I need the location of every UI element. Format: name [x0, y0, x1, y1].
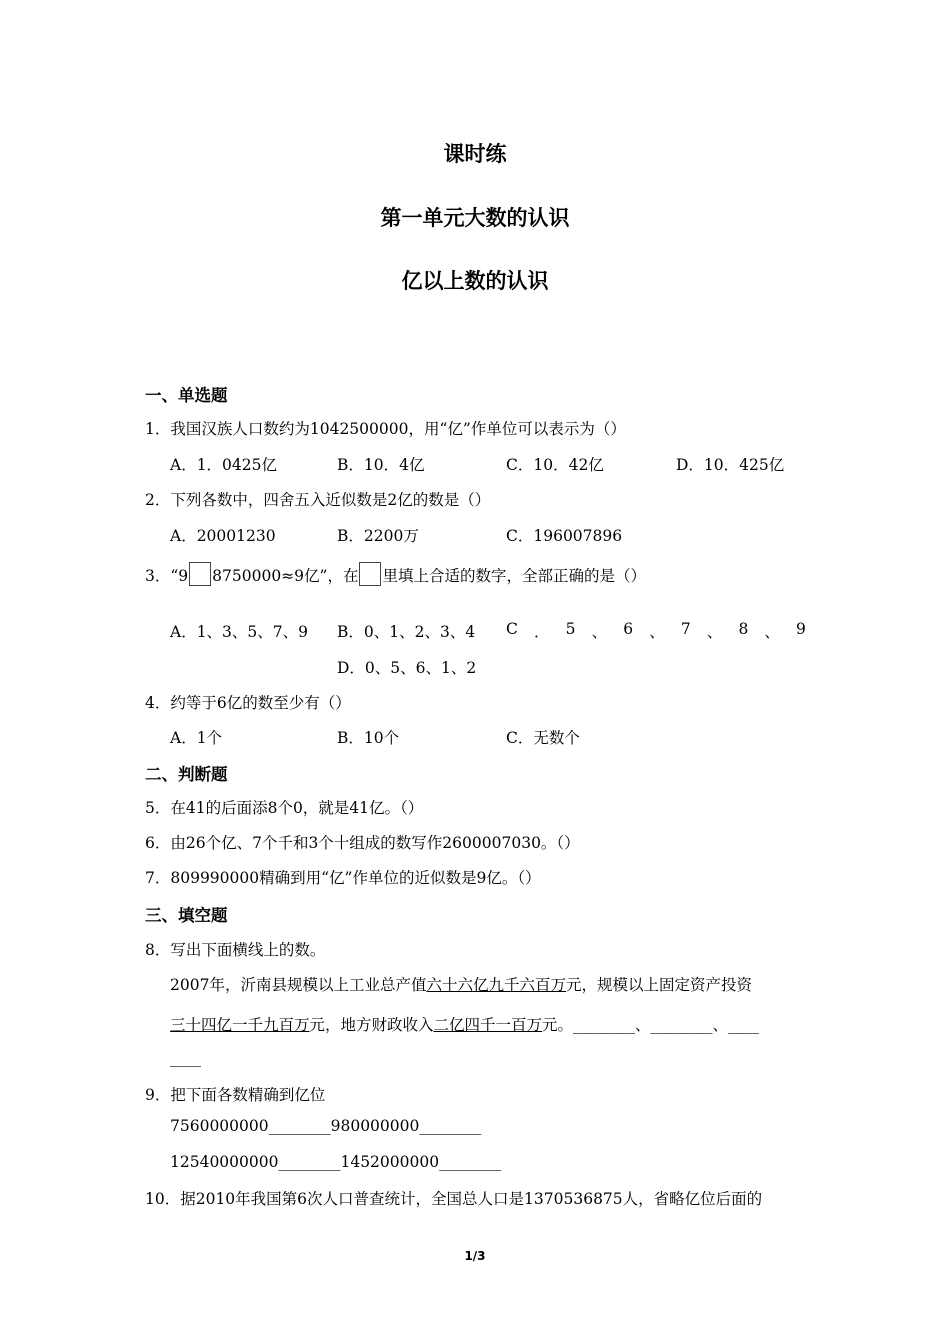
section-fill-in: 三、填空题	[145, 906, 228, 925]
q2-option-b: B．2200万	[337, 527, 419, 545]
q8-paragraph-line2: 三十四亿一千九百万元，地方财政收入二亿四千一百万元。________、________、____	[170, 1016, 760, 1034]
question-3	[145, 562, 646, 586]
section-true-false: 二、判断题	[145, 765, 228, 784]
q3-option-d: D．0、5、6、1、2	[337, 659, 477, 677]
q1-option-d: D．10．425亿	[676, 456, 785, 474]
q4-option-b: B．10个	[337, 729, 400, 747]
q1-option-b: B．10．4亿	[337, 456, 425, 474]
q3-text-part3: 里填上合适的数字，全部正确的是（）	[382, 567, 646, 585]
question-9: 9．把下面各数精确到亿位	[145, 1086, 326, 1104]
q1-option-a: A．1．0425亿	[170, 456, 278, 474]
question-1: 1．我国汉族人口数约为1042500000，用“亿”作单位可以表示为（）	[145, 420, 626, 438]
blank-box	[189, 562, 211, 586]
q2-option-a: A．20001230	[170, 527, 276, 545]
q3-option-a: A．1、3、5、7、9	[170, 623, 309, 641]
doc-title: 课时练	[443, 142, 507, 166]
blank-box	[359, 562, 381, 586]
question-5: 5．在41的后面添8个0，就是41亿。（）	[145, 799, 424, 817]
q9-row2: 12540000000________1452000000________	[170, 1153, 502, 1171]
question-8: 8．写出下面横线上的数。	[145, 941, 326, 959]
q9-row1: 7560000000________980000000________	[170, 1117, 482, 1135]
answer-blanks: 元。________、________、____	[542, 1016, 760, 1034]
question-4: 4．约等于6亿的数至少有（）	[145, 694, 351, 712]
q3-option-b: B．0、1、2、3、4	[337, 623, 476, 641]
q4-option-c: C．无数个	[506, 729, 580, 747]
q2-option-c: C．196007896	[506, 527, 623, 545]
section-single-choice: 一、单选题	[145, 386, 228, 405]
question-10: 10．据2010年我国第6次人口普查统计，全国总人口是1370536875人，省略亿位后面的	[145, 1190, 763, 1208]
question-6: 6．由26个亿、7个千和3个十组成的数写作2600007030。（）	[145, 834, 580, 852]
q3-text-part2: 8750000≈9亿”，在	[212, 567, 359, 585]
question-2: 2．下列各数中，四舍五入近似数是2亿的数是（）	[145, 491, 491, 509]
underlined-number: 二亿四千一百万	[433, 1016, 543, 1034]
question-7: 7．809990000精确到用“亿”作单位的近似数是9亿。（）	[145, 869, 541, 887]
q8-paragraph-line3: ____	[170, 1049, 201, 1067]
underlined-number: 六十六亿九千六百万	[426, 976, 566, 994]
underlined-number: 三十四亿一千九百万	[170, 1016, 310, 1034]
q8-paragraph-line1: 2007年，沂南县规模以上工业总产值六十六亿九千六百万元，规模以上固定资产投资	[170, 976, 752, 994]
unit-title: 第一单元大数的认识	[380, 206, 570, 230]
q4-option-a: A．1个	[170, 729, 223, 747]
q1-option-c: C．10．42亿	[506, 456, 604, 474]
q3-option-c: C ． 5 、 6 、 7 、 8 、 9	[506, 620, 806, 641]
page-number: 1/3	[464, 1249, 486, 1263]
lesson-title: 亿以上数的认识	[401, 269, 549, 293]
q3-text-part1: 3．“9	[145, 567, 189, 585]
